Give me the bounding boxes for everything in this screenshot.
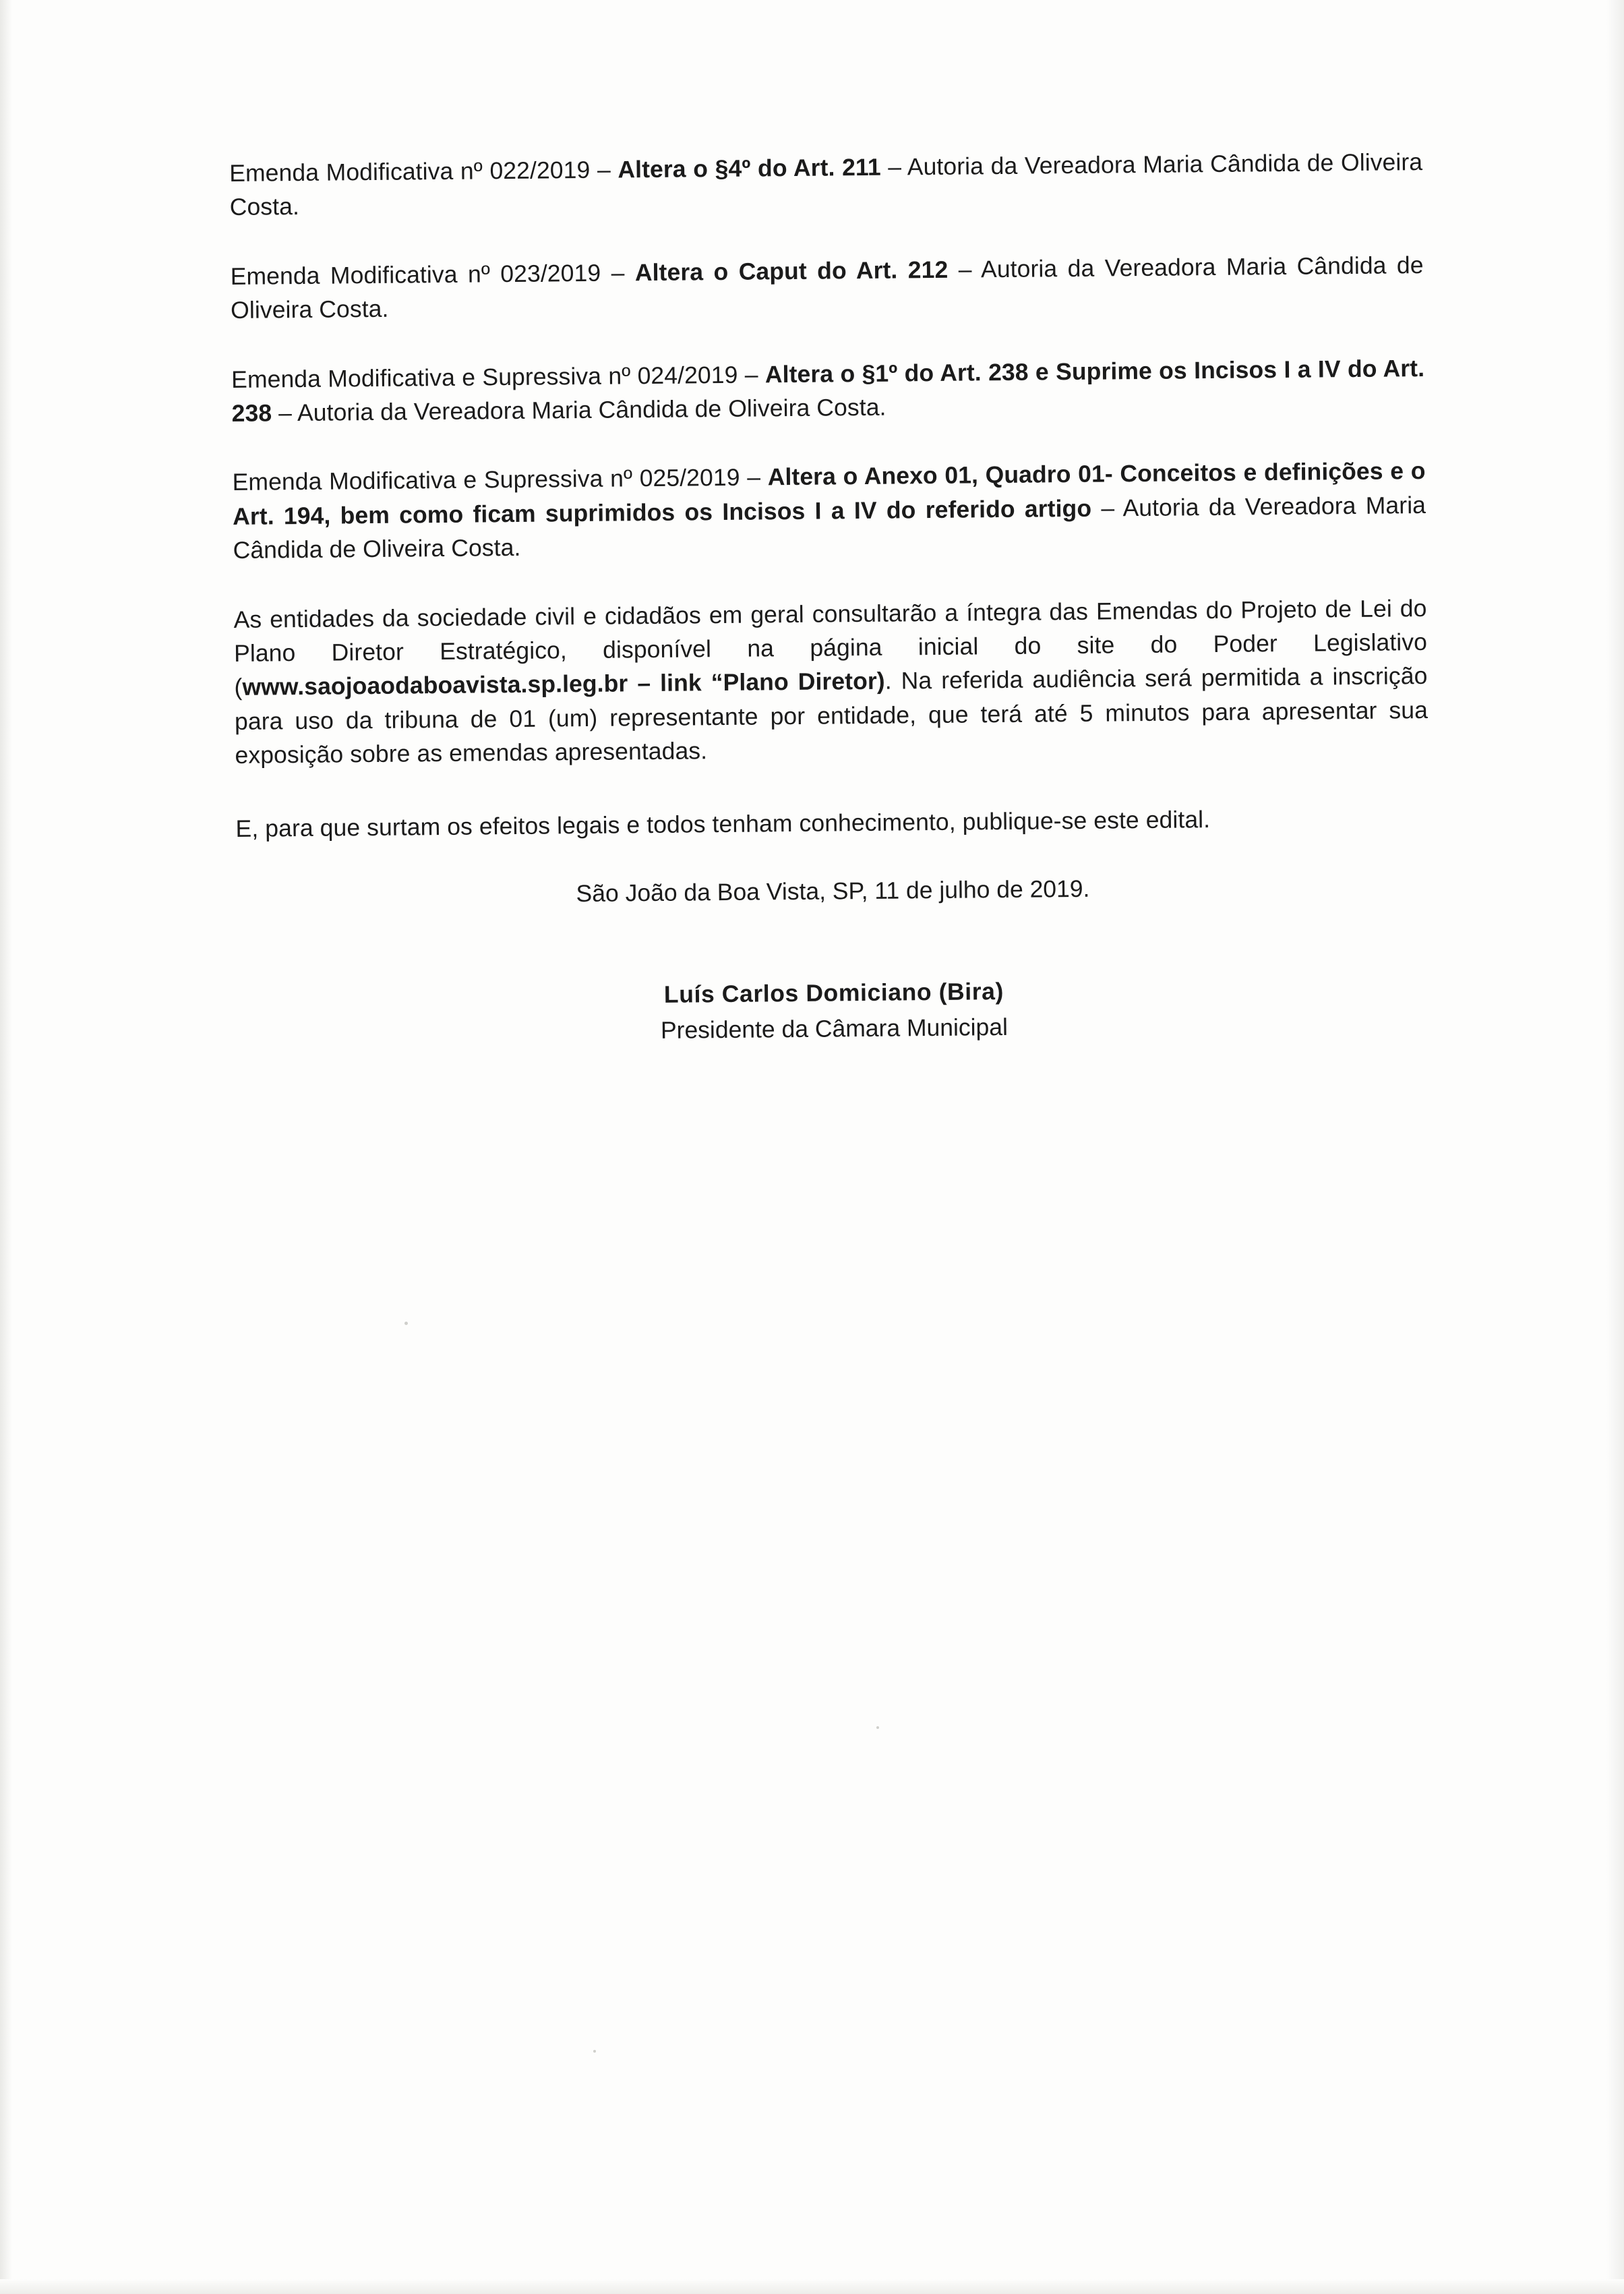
amendment-paragraph-025	[232, 454, 1426, 567]
consultation-text-part2: . Na referida audiência será permitida a inscrição para uso da tribuna de 01 (um) representante por entidade, que terá até 5 minutos para apresentar sua exposição sobre as emendas apresentadas.	[234, 662, 1428, 769]
amendment-023-tail: – Autoria da Vereadora Maria Cândida de Oliveira Costa.	[230, 251, 1424, 324]
amendment-025-lead: Emenda Modificativa e Supressiva nº 025/2019 –	[232, 463, 768, 496]
scan-edge-left	[0, 0, 12, 2294]
scan-edge-bottom	[0, 2279, 1624, 2294]
amendment-023-bold: Altera o Caput do Art. 212	[634, 256, 949, 287]
amendment-paragraph-022	[229, 145, 1423, 225]
amendment-024-bold: Altera o §1º do Art. 238 e Suprime os Incisos I a IV do Art. 238	[231, 354, 1425, 428]
document-body	[229, 145, 1431, 1053]
legislative-site-link: www.saojoaodaboavista.sp.leg.br – link “Plano Diretor)	[242, 668, 885, 701]
amendment-paragraph-023	[230, 248, 1424, 328]
amendment-paragraph-024	[231, 351, 1425, 431]
amendment-022-lead: Emenda Modificativa nº 022/2019 –	[229, 156, 618, 187]
scan-edge-right	[1606, 0, 1624, 2294]
scan-speck	[404, 1322, 408, 1325]
amendment-024-tail: – Autoria da Vereadora Maria Cândida de Oliveira Costa.	[271, 393, 886, 427]
scan-speck	[593, 2050, 596, 2053]
scan-speck	[876, 1726, 879, 1729]
consultation-text-part1: As entidades da sociedade civil e cidadãos em geral consultarão a íntegra das Emendas do Projeto de Lei do Plano Diretor Estratégico, disponível na página inicial do site do Poder Legislativo (	[233, 594, 1428, 701]
consultation-paragraph	[233, 591, 1428, 773]
signature-block	[237, 970, 1431, 1053]
date-line: São João da Boa Vista, SP, 11 de julho de 2019.	[576, 875, 1090, 908]
amendment-022-tail: – Autoria da Vereadora Maria Cândida de Oliveira Costa.	[229, 148, 1423, 221]
signatory-role: Presidente da Câmara Municipal	[660, 1013, 1009, 1045]
amendment-023-lead: Emenda Modificativa nº 023/2019 –	[230, 259, 636, 290]
amendment-022-bold: Altera o §4º do Art. 211	[618, 153, 881, 183]
signatory-name: Luís Carlos Domiciano (Bira)	[663, 978, 1004, 1008]
closing-paragraph: E, para que surtam os efeitos legais e todos tenham conhecimento, publique-se este edital.	[235, 805, 1211, 842]
amendment-025-bold: Altera o Anexo 01, Quadro 01- Conceitos e definições e o Art. 194, bem como ficam suprimidos os Incisos I a IV do referido artigo	[232, 457, 1426, 530]
amendment-025-tail: – Autoria da Vereadora Maria Cândida de Oliveira Costa.	[233, 491, 1426, 564]
amendment-024-lead: Emenda Modificativa e Supressiva nº 024/2019 –	[231, 361, 766, 393]
